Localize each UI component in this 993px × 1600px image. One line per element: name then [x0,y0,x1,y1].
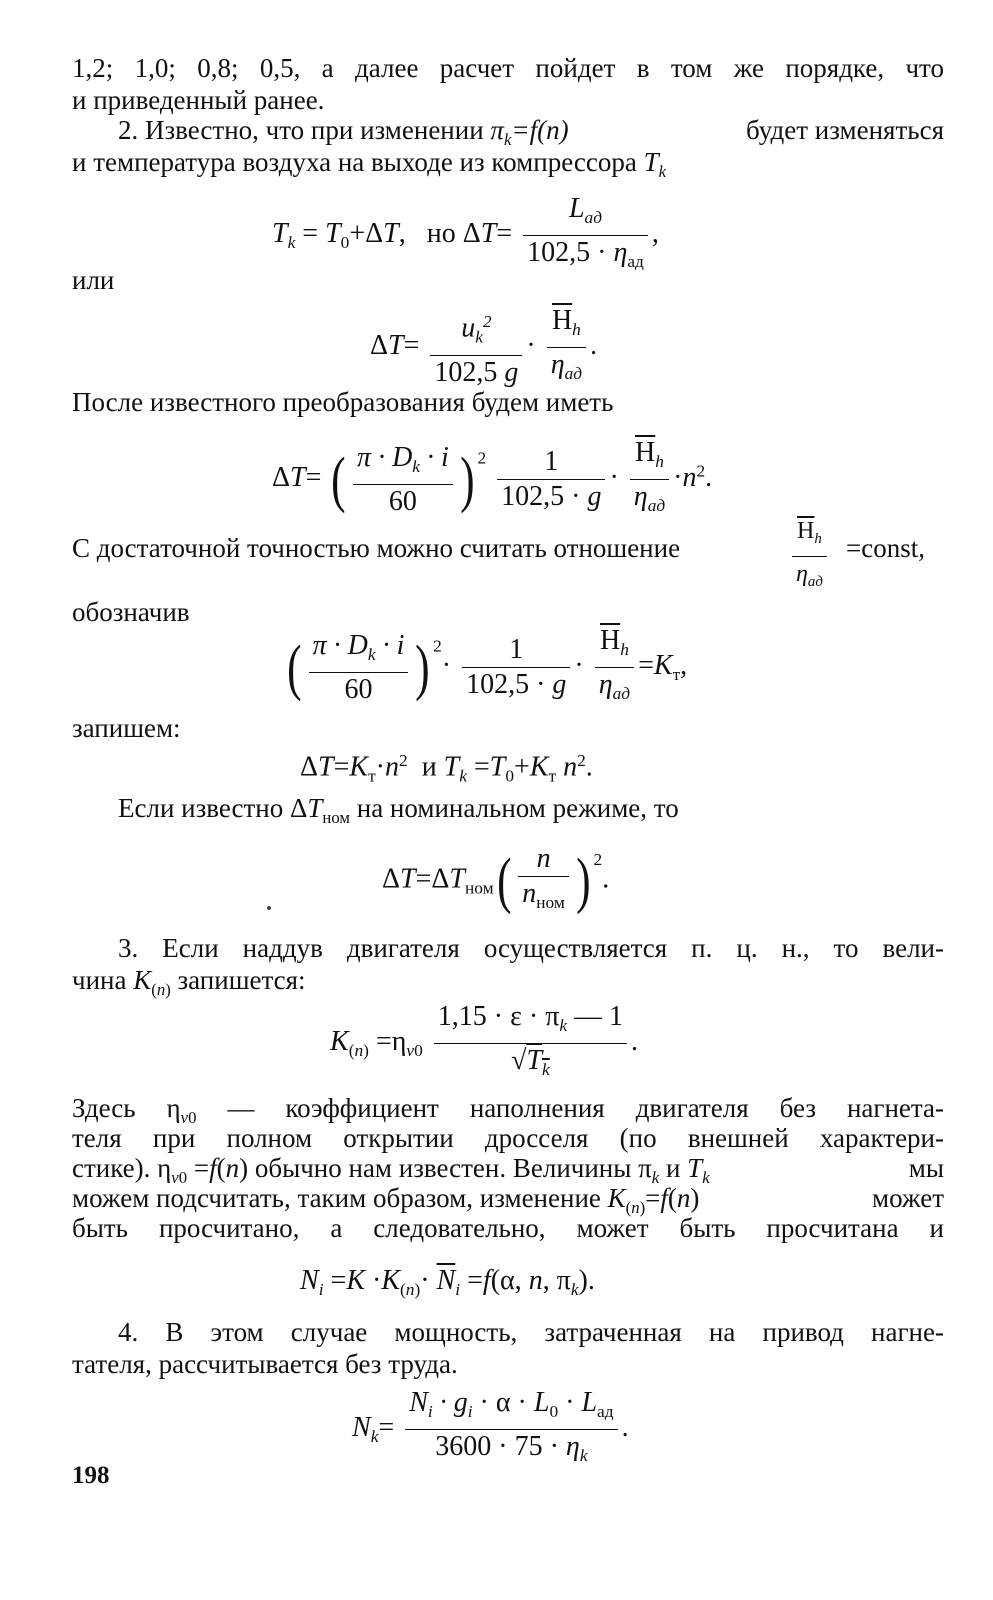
formula-nk: $N_k=$ $\frac{N_i \cdot g_i \cdot \alpha \cdot L_0 \cdot L_{ад}}{3600 \cdot 75 \cdot \eta_k}$ . [352,1387,629,1466]
formula-tk: $T_k = T_0+\Delta T$, но ΔT= $\frac{L_{ад}}{102,5 \cdot \eta_{ад}}$ , [272,193,659,272]
paragraph-1-line-2: и приведенный ранее. [72,85,325,115]
print-speck [267,906,271,910]
formula-ni: $N_i =K \cdot K_{(n)}\cdot \overline{N}_i =f(\alpha$, n, $\pi_k$). [300,1265,595,1300]
paragraph-zdes-line-3: стике). $\eta_{v0} =f(n)$ обычно нам известен. Величины $\pi_k$ и $T_k$ мы [72,1153,944,1187]
paragraph-2-line-2: и температура воздуха на выходе из компрессора $T_k$ [72,147,667,181]
text-ili: или [72,265,115,295]
formula-kt: ( $\frac{\pi \cdot D_k \cdot i}{60}$ ) $^2$· $\frac{1}{102,5 \cdot g}$ · $\frac{\overline{H}_h}{\eta_{ад}}$ $=K_т$, [287,625,688,705]
paragraph-zdes-line-1: Здесь $\eta_{v0}$ — коэффициент наполнения двигателя без нагнета- [72,1093,945,1127]
paragraph-zdes-line-4: можем подсчитать, таким образом, изменение $K_{(n)}=f(n)$ может [72,1183,944,1217]
text-zapishem: запишем: [72,713,181,743]
page-number: 198 [72,1462,110,1489]
paragraph-4-line-1: 4. В этом случае мощность, затраченная на привод нагне- [118,1317,944,1347]
formula-delta-t-2: ΔT= ( $\frac{\pi \cdot D_k \cdot i}{60}$ ) $^2$ $\frac{1}{102,5 \cdot g}$ · $\frac{\overline{H}_h}{\eta_{ад}}$ $\cdot n^2$. [272,437,713,517]
text-oboznachiv: обозначив [72,597,190,627]
formula-delta-t-1: ΔT= $\frac{u_k^2}{102,5 g}$ · $\frac{\overline{H}_h}{\eta_{ад}}$ . [370,305,598,388]
formula-delta-t-nom: $\Delta T=\Delta T_{ном}$( $\frac{n}{n_{ном}}$ ) $^2$. [382,843,610,916]
paragraph-3-line-2: чина $K_{(n)}$ запишется: [72,965,306,999]
paragraph-1-line-1: 1,2; 1,0; 0,8; 0,5, а далее расчет пойдет в том же порядке, что [72,53,944,83]
paragraph-zdes-line-5: быть просчитано, а следовательно, может быть просчитана и [72,1213,944,1243]
paragraph-zdes-line-2: теля при полном открытии дросселя (по внешней характери- [72,1123,944,1153]
text-esli-nom: Если известно $\Delta T_{ном}$ на номинальном режиме, то [118,793,679,827]
text-after-transform: После известного преобразования будем иметь [72,387,614,417]
formula-delta-t-kt: $\Delta T=K_т\cdot n^2$ и $T_k =T_0+K_т$ $n^2$. [300,751,593,786]
paragraph-3-line-1: 3. Если наддув двигателя осуществляется п. ц. н., то вели- [118,933,944,963]
paragraph-2-line-1: 2. Известно, что при изменении $\pi_k=f(n)$ будет изменяться [118,115,944,149]
text-const: С достаточной точностью можно считать отношение $\overline{H}_h$ $\eta_{ад}$ =const, [72,532,944,564]
formula-kn: $K_{(n)} =\eta_{v0}$ $\frac{1,15 \cdot \varepsilon \cdot \pi_k — 1}{√T_k}$ . [330,1001,639,1080]
paragraph-4-line-2: тателя, рассчитывается без труда. [72,1349,458,1379]
